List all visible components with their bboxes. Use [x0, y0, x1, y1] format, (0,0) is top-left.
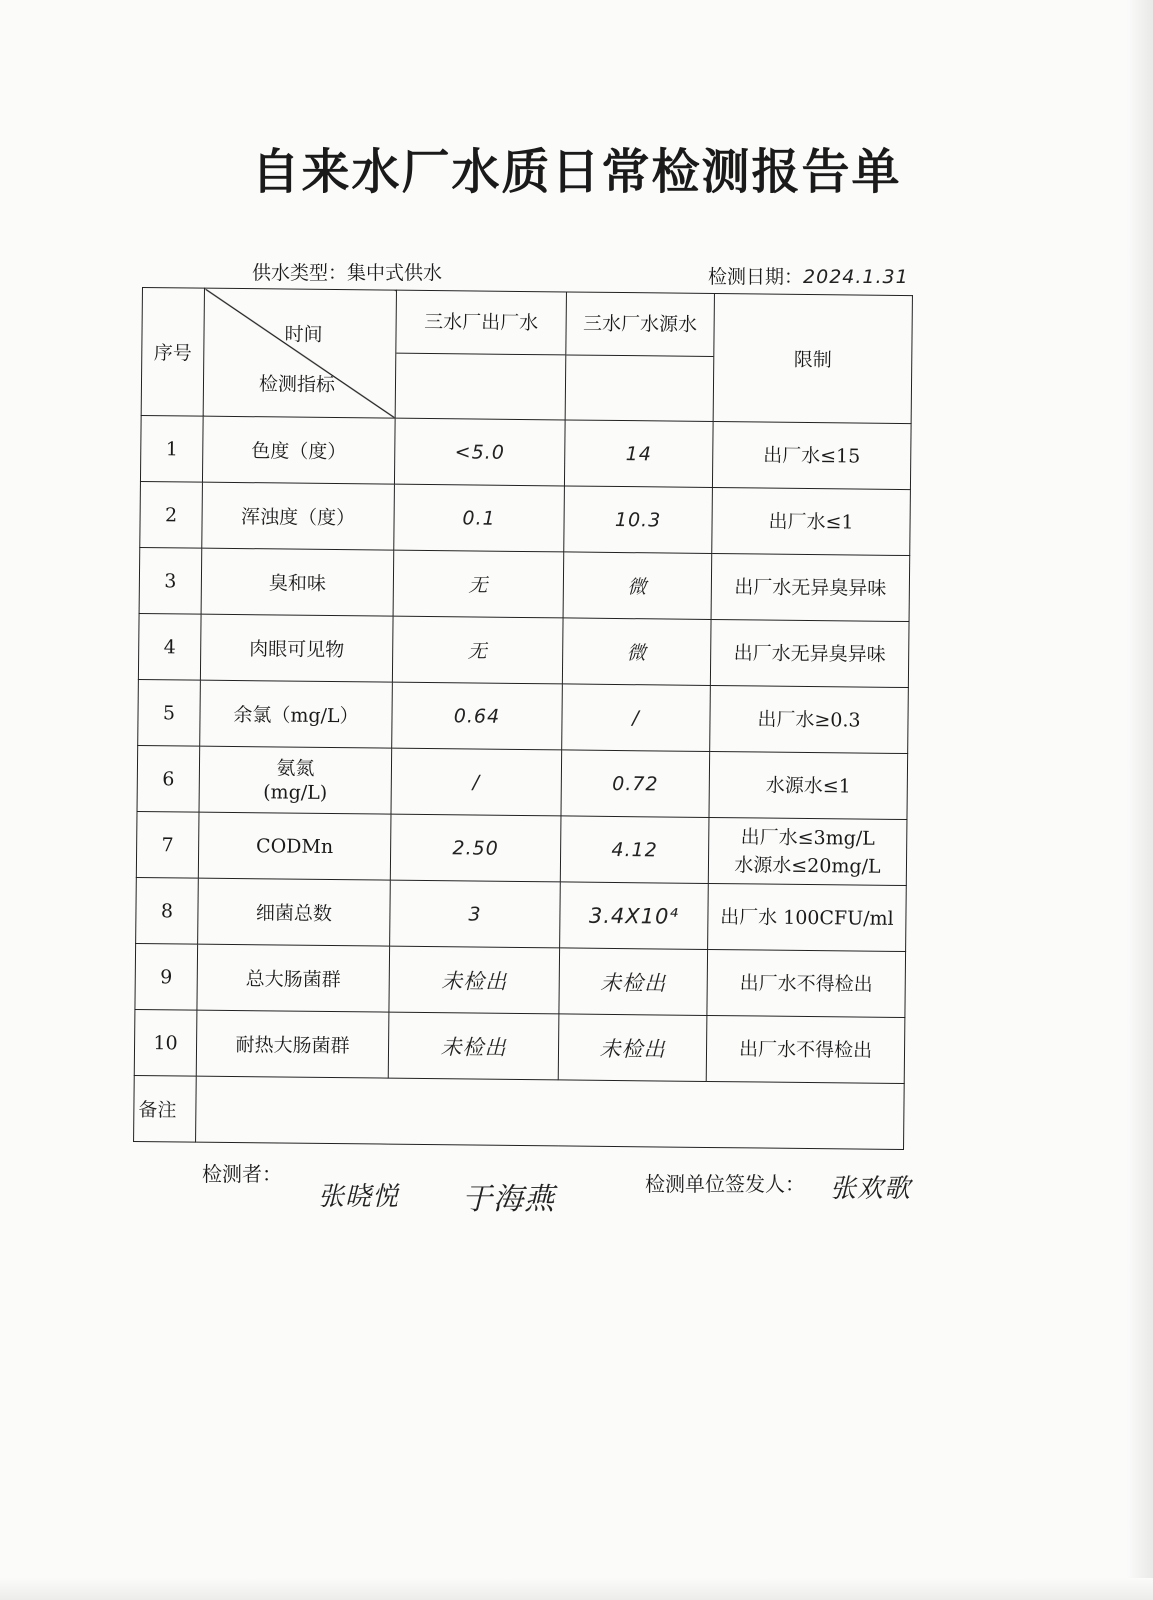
row-limit: 出厂水≤1 — [712, 487, 911, 555]
row-value-source: 微 — [563, 552, 712, 620]
table-row — [134, 1009, 905, 1083]
row-value-outflow: 无 — [393, 550, 564, 618]
row-value-outflow: 0.1 — [394, 484, 565, 552]
diag-top-label: 时间 — [284, 323, 323, 346]
remark-content — [196, 1076, 905, 1149]
table-row — [138, 679, 909, 753]
row-limit: 出厂水≥0.3 — [710, 685, 909, 753]
supply-type: 供水类型：集中式供水 — [252, 262, 443, 284]
row-value-source: 4.12 — [560, 816, 709, 884]
table-row — [138, 613, 909, 687]
row-item: 细菌总数 — [198, 878, 391, 946]
row-no: 8 — [136, 877, 199, 944]
row-no: 3 — [139, 547, 202, 614]
row-value-outflow: / — [391, 748, 562, 816]
row-limit-cell — [708, 817, 907, 885]
col1-header: 三水厂出厂水 — [396, 291, 566, 356]
row-value-outflow: 2.50 — [390, 814, 561, 882]
remark-label: 备注 — [134, 1075, 197, 1142]
row-item: CODMn — [198, 812, 391, 880]
row-limit: 出厂水≤15 — [712, 421, 911, 489]
table-row — [137, 745, 908, 819]
row-value-source: 10.3 — [564, 486, 713, 554]
row-no: 10 — [134, 1009, 197, 1076]
row-no: 2 — [140, 481, 203, 548]
row-item-cell — [199, 746, 392, 814]
table-row — [140, 481, 911, 555]
row-no: 7 — [136, 811, 199, 878]
issuer-signature: 张欢歌 — [830, 1174, 912, 1204]
row-no: 6 — [137, 745, 200, 812]
seq-header: 序号 — [141, 288, 204, 417]
row-value-source: 未检出 — [559, 948, 708, 1016]
row-value-outflow: 3 — [390, 880, 561, 948]
row-no: 5 — [138, 679, 201, 746]
row-limit: 出厂水无异臭异味 — [711, 553, 910, 621]
table-row — [136, 877, 907, 951]
test-date-label: 检测日期： — [708, 266, 804, 288]
col2-header-cell — [565, 292, 714, 422]
row-item-unit: (mg/L) — [263, 780, 328, 804]
row-value-outflow: 0.64 — [392, 682, 563, 750]
row-limit: 出厂水≤3mg/L — [740, 825, 875, 850]
report-table — [133, 287, 913, 1150]
col2-header: 三水厂水源水 — [566, 292, 714, 357]
row-limit-2: 水源水≤20mg/L — [734, 853, 881, 878]
row-no: 9 — [135, 943, 198, 1010]
test-date-value: 2024.1.31 — [803, 266, 909, 288]
row-value-source: / — [562, 684, 711, 752]
row-value-source: 微 — [562, 618, 711, 686]
remark-row — [134, 1075, 905, 1149]
row-no: 4 — [138, 613, 201, 680]
row-item: 耐热大肠菌群 — [196, 1010, 389, 1078]
row-value-outflow: 未检出 — [388, 1012, 559, 1080]
page-edge — [1127, 0, 1153, 1600]
row-item: 总大肠菌群 — [197, 944, 390, 1012]
row-item: 氨氮 — [276, 756, 315, 780]
row-limit: 出厂水 100CFU/ml — [708, 883, 907, 951]
inspector-label: 检测者： — [202, 1162, 282, 1186]
row-no: 1 — [140, 415, 203, 482]
page-edge — [0, 1578, 1153, 1600]
table-row — [140, 415, 911, 489]
row-item: 余氯（mg/L） — [200, 680, 393, 748]
row-value-outflow: 无 — [392, 616, 563, 684]
row-limit: 水源水≤1 — [709, 751, 908, 819]
limit-header: 限制 — [713, 293, 912, 423]
row-value-source: 0.72 — [561, 750, 710, 818]
inspector-signature-1: 张晓悦 — [318, 1182, 400, 1212]
row-item: 色度（度） — [202, 416, 395, 484]
row-item: 浑浊度（度） — [202, 482, 395, 550]
row-limit: 出厂水不得检出 — [706, 1015, 905, 1083]
header-row — [141, 288, 912, 424]
col1-header-cell — [395, 290, 566, 420]
row-item: 臭和味 — [201, 548, 394, 616]
table-row — [139, 547, 910, 621]
diagonal-header — [203, 288, 396, 418]
row-limit: 出厂水无异臭异味 — [710, 619, 909, 687]
inspector-signature-2: 于海燕 — [462, 1182, 555, 1217]
row-value-source: 14 — [564, 420, 713, 488]
row-item: 肉眼可见物 — [200, 614, 393, 682]
table-row — [135, 943, 906, 1017]
test-date — [708, 262, 909, 289]
table-row — [136, 811, 907, 885]
row-limit: 出厂水不得检出 — [707, 949, 906, 1017]
row-value-source: 3.4X10⁴ — [560, 882, 709, 950]
row-value-outflow: 未检出 — [389, 946, 560, 1014]
issuer-label: 检测单位签发人： — [645, 1172, 805, 1196]
report-title: 自来水厂水质日常检测报告单 — [251, 144, 902, 200]
row-value-outflow: <5.0 — [394, 418, 565, 486]
row-value-source: 未检出 — [558, 1014, 707, 1082]
diag-bottom-label: 检测指标 — [258, 373, 336, 397]
